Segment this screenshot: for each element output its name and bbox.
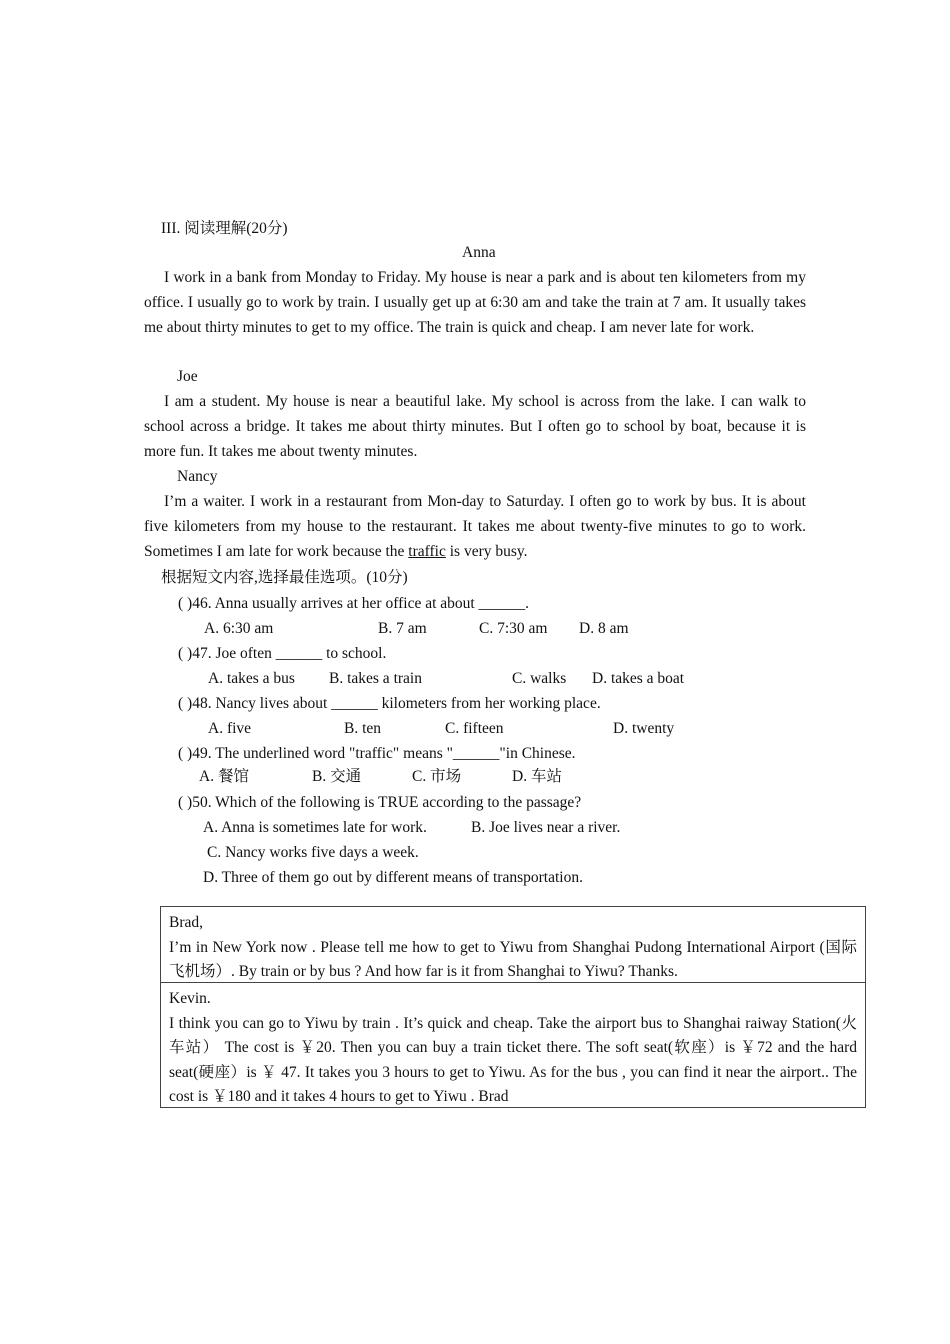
passage-name-joe: Joe: [177, 368, 198, 385]
question-47-option-a[interactable]: A. takes a bus: [208, 670, 295, 687]
question-48-option-b[interactable]: B. ten: [344, 720, 382, 737]
section-title: III. 阅读理解(20分): [161, 220, 288, 237]
letter-second-greeting: Kevin.: [169, 990, 211, 1007]
question-48-option-d[interactable]: D. twenty: [613, 720, 675, 737]
question-50-option-d[interactable]: D. Three of them go out by different means of transportation.: [203, 869, 583, 886]
question-49-option-b[interactable]: B. 交通: [312, 768, 362, 785]
question-49-option-a[interactable]: A. 餐馆: [199, 768, 249, 785]
question-50-option-b[interactable]: B. Joe lives near a river.: [471, 819, 621, 836]
passage-anna-text: I work in a bank from Monday to Friday. My house is near a park and is about ten kilometers from my office. I usually go to work by train. I usually get up at 6:30 am and take the train at 7 am. It usually takes me about thirty minutes to get to my office. The train is quick and cheap. I am never late for work.: [144, 269, 806, 336]
passage-nancy-text-before: I’m a waiter. I work in a restaurant from Mon-day to Saturday. I often go to work by bus. It is about five kilometers from my house to the restaurant. It takes me about twenty-five minutes to go to work. Sometimes I am late for work because the: [144, 493, 806, 560]
letter-cell-first: [161, 907, 865, 982]
letter-table: [160, 906, 866, 1108]
passage-name-nancy: Nancy: [177, 468, 218, 485]
passage-nancy: [144, 489, 806, 564]
passage-nancy-text-after: is very busy.: [445, 543, 528, 560]
question-46-option-c[interactable]: C. 7:30 am: [479, 620, 548, 637]
question-47-option-b[interactable]: B. takes a train: [329, 670, 422, 687]
question-47-stem: ( )47. Joe often ______ to school.: [178, 645, 387, 662]
question-49-stem: ( )49. The underlined word "traffic" means "______"in Chinese.: [178, 745, 576, 762]
question-49-option-d[interactable]: D. 车站: [512, 768, 562, 785]
passage-name-anna: Anna: [462, 244, 496, 261]
letter-second-body: I think you can go to Yiwu by train . It’s quick and cheap. Take the airport bus to Shanghai raiway Station(火车站） The cost is ￥20. Then you can buy a train ticket there. The soft seat(软座）is ￥72 and the hard seat(硬座）is ￥ 47. It takes you 3 hours to get to Yiwu. As for the bus , you can find it near the airport.. The cost is ￥180 and it takes 4 hours to get to Yiwu . Brad: [169, 1014, 857, 1105]
question-50-option-a[interactable]: A. Anna is sometimes late for work.: [203, 819, 427, 836]
question-47-option-c[interactable]: C. walks: [512, 670, 567, 687]
question-46-option-a[interactable]: A. 6:30 am: [204, 620, 274, 637]
letter-first-greeting: Brad,: [169, 914, 204, 931]
passage-joe-text: I am a student. My house is near a beautiful lake. My school is across from the lake. I can walk to school across a bridge. It takes me about thirty minutes. But I often go to school by boat, because it is more fun. It takes me about twenty minutes.: [144, 393, 806, 460]
question-50-stem: ( )50. Which of the following is TRUE according to the passage?: [178, 794, 582, 811]
question-48-option-a[interactable]: A. five: [208, 720, 252, 737]
letter-first-body: I’m in New York now . Please tell me how to get to Yiwu from Shanghai Pudong International Airport (国际飞机场）. By train or by bus ? And how far is it from Shanghai to Yiwu? Thanks.: [169, 938, 857, 980]
question-48-stem: ( )48. Nancy lives about ______ kilometers from her working place.: [178, 695, 601, 712]
passage-joe: [144, 389, 806, 464]
question-47-option-d[interactable]: D. takes a boat: [592, 670, 685, 687]
question-46-stem: ( )46. Anna usually arrives at her office at about ______.: [178, 595, 529, 612]
letter-cell-second: [161, 982, 865, 1107]
underlined-word-traffic: traffic: [408, 543, 446, 560]
passage-anna: [144, 265, 806, 340]
instruction: 根据短文内容,选择最佳选项。(10分): [161, 569, 408, 586]
question-49-option-c[interactable]: C. 市场: [412, 768, 462, 785]
question-48-option-c[interactable]: C. fifteen: [445, 720, 504, 737]
question-46-option-d[interactable]: D. 8 am: [579, 620, 629, 637]
question-50-option-c[interactable]: C. Nancy works five days a week.: [207, 844, 419, 861]
question-46-option-b[interactable]: B. 7 am: [378, 620, 427, 637]
